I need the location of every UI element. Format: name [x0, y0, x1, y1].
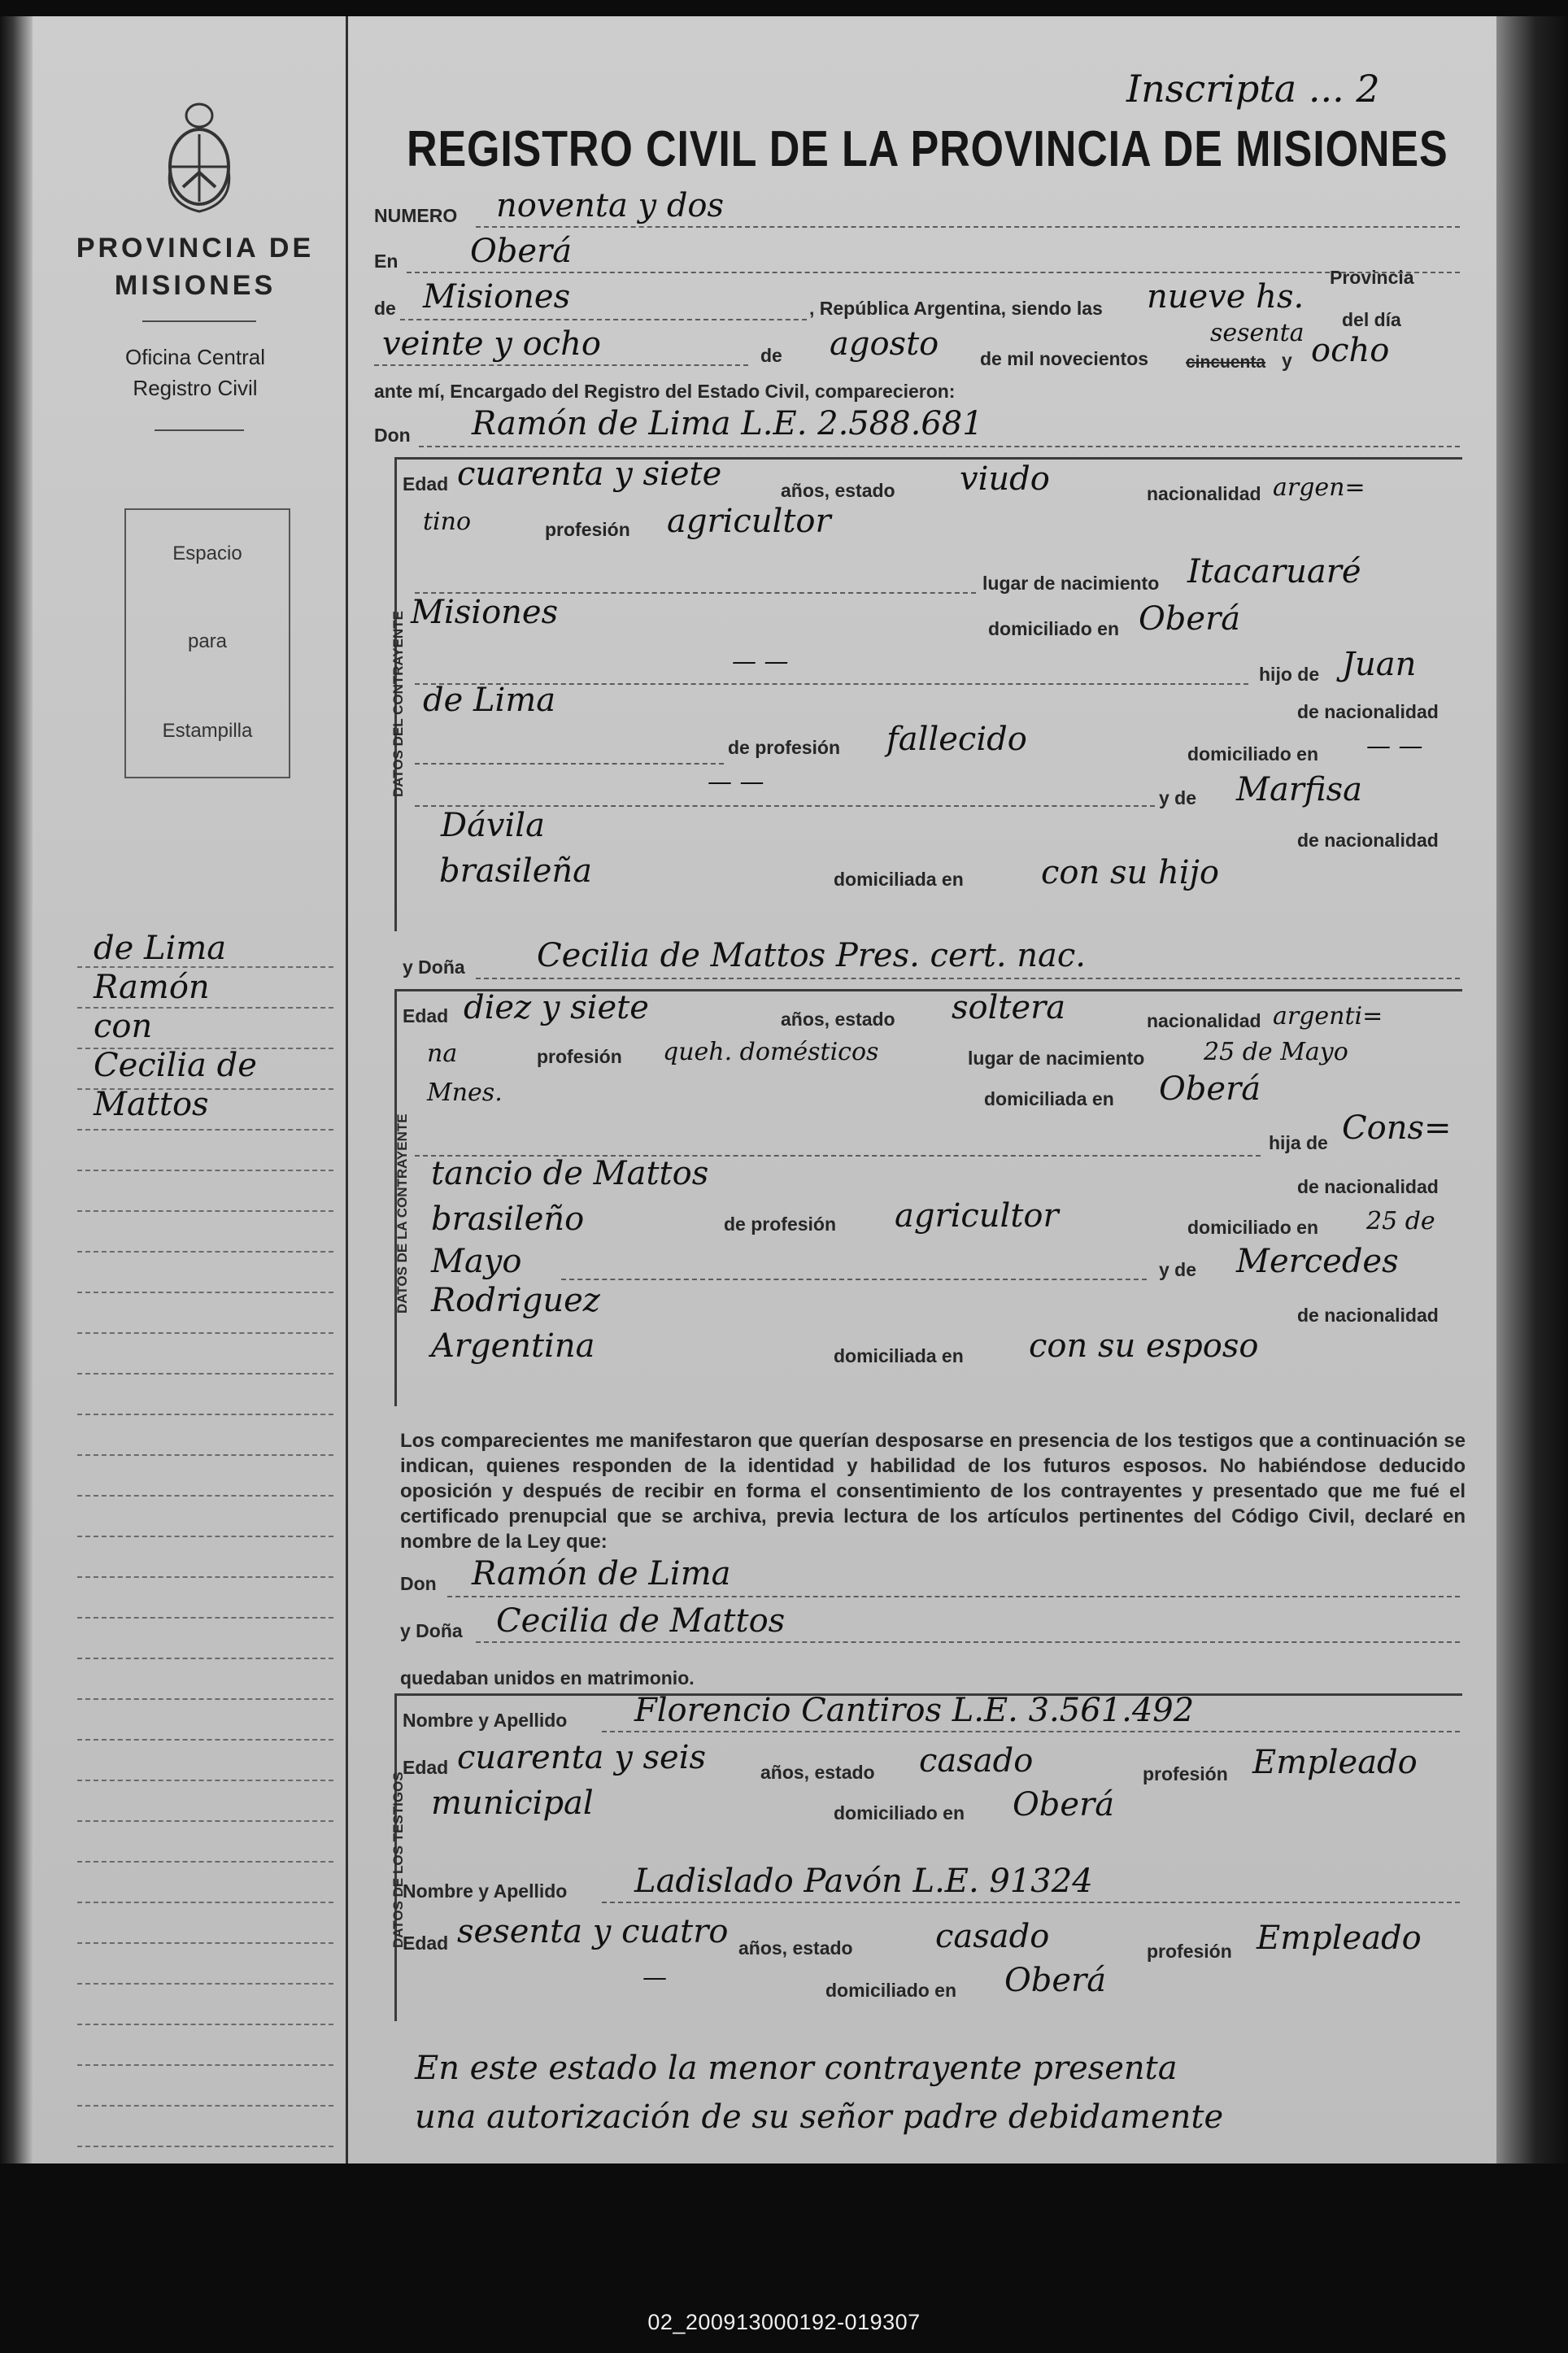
bride-father-address: 25 de — [1366, 1207, 1435, 1235]
de-nacionalidad-label: de nacionalidad — [1297, 830, 1439, 851]
field-line — [476, 978, 1460, 979]
domiciliada-label: domiciliada en — [984, 1088, 1114, 1109]
page-title: REGISTRO CIVIL DE LA PROVINCIA DE MISIONES — [407, 121, 1448, 177]
de-nacionalidad-label: de nacionalidad — [1297, 1176, 1439, 1197]
anio-y: y — [1282, 350, 1292, 371]
bride-nationality-cont: na — [427, 1039, 458, 1068]
y-dona-label: y Doña — [403, 956, 465, 978]
office-heading — [65, 342, 325, 403]
witness2-status: casado — [935, 1918, 1050, 1955]
witness1-age: cuarenta y seis — [457, 1739, 707, 1776]
groom-name: Ramón de Lima L.E. 2.588.681 — [472, 405, 983, 442]
groom-birthplace-cont: Misiones — [411, 594, 559, 631]
bride-birthplace-cont: Mnes. — [427, 1078, 503, 1107]
anio-inserted: sesenta — [1210, 319, 1304, 347]
bride-mother: Mercedes — [1236, 1243, 1399, 1280]
anios-label: años, estado — [760, 1762, 875, 1783]
witness1-name: Florencio Cantiros L.E. 3.561.492 — [634, 1692, 1195, 1729]
groom-mother-nationality: brasileña — [439, 852, 592, 890]
groom-status: viudo — [960, 460, 1050, 498]
field-line — [476, 1641, 1460, 1643]
domiciliado-label: domiciliado en — [825, 1980, 957, 2001]
domiciliado-label: domiciliado en — [1187, 1217, 1319, 1238]
office-line-1: Oficina Central — [125, 345, 265, 369]
field-line — [561, 1279, 1147, 1280]
bride-father: Cons= — [1342, 1109, 1452, 1147]
act-day: veinte y ocho — [382, 325, 601, 363]
bride-father-profession: agricultor — [895, 1197, 1059, 1235]
domiciliada-label: domiciliada en — [834, 1345, 964, 1366]
edad-label: Edad — [403, 473, 449, 495]
office-line-2: Registro Civil — [133, 376, 258, 400]
domiciliado-label: domiciliado en — [988, 618, 1120, 639]
profesion-label: profesión — [537, 1046, 622, 1067]
nombre-apellido-label: Nombre y Apellido — [403, 1880, 568, 1902]
field-line — [415, 763, 724, 765]
field-line — [602, 1731, 1460, 1732]
margin-note-line: Mattos — [94, 1086, 209, 1123]
bride-profession: queh. domésticos — [663, 1038, 879, 1066]
bride-father-nationality: brasileño — [431, 1200, 585, 1238]
field-line — [419, 446, 1460, 447]
note-line-2: una autorización de su señor padre debidamente — [415, 2098, 1224, 2136]
ante-label: ante mí, Encargado del Registro del Estado Civil, comparecieron: — [374, 381, 956, 402]
inscription-annotation: Inscripta ... 2 — [1126, 67, 1380, 111]
edad-label: Edad — [403, 1757, 449, 1778]
bride-name: Cecilia de Mattos Pres. cert. nac. — [537, 937, 1086, 974]
field-line — [400, 319, 807, 320]
don-label: Don — [374, 425, 411, 446]
act-month: agosto — [830, 325, 939, 363]
witness1-status: casado — [919, 1742, 1034, 1780]
closing-text: quedaban unidos en matrimonio. — [400, 1667, 695, 1688]
witness2-address: Oberá — [1004, 1962, 1107, 1999]
groom-section-label: DATOS DEL CONTRAYENTE — [390, 611, 406, 797]
bride-nationality: argenti= — [1273, 1002, 1383, 1031]
de-nacionalidad-label: de nacionalidad — [1297, 1305, 1439, 1326]
bride-father-address-cont: Mayo — [431, 1243, 522, 1280]
margin-note-line: de Lima — [94, 930, 227, 967]
republica-label: , República Argentina, siendo las — [809, 298, 1103, 319]
register-page — [33, 16, 1496, 2163]
stamp-label: Estampilla — [162, 720, 253, 742]
witness1-profession-cont: municipal — [431, 1784, 594, 1822]
field-line — [447, 1596, 1460, 1597]
groom-father-profession: fallecido — [886, 721, 1027, 758]
act-city: Oberá — [470, 233, 573, 270]
province-line-1: PROVINCIA DE — [76, 233, 315, 264]
blank-dash: — — [642, 1963, 667, 1992]
witness1-address: Oberá — [1013, 1786, 1115, 1824]
groom-mother: Marfisa — [1236, 771, 1362, 808]
bride-birthplace: 25 de Mayo — [1204, 1038, 1348, 1066]
lugar-label: lugar de nacimiento — [982, 573, 1160, 594]
blank-dashes: — — — [708, 768, 764, 796]
groom-mother-cont: Dávila — [441, 807, 545, 844]
de-label: de — [374, 298, 396, 319]
blank-dashes: — — — [732, 647, 789, 676]
provincia-label: Provincia — [1330, 267, 1414, 288]
note-line-1: En este estado la menor contrayente presenta — [415, 2050, 1178, 2087]
province-line-2: MISIONES — [114, 270, 277, 301]
en-label: En — [374, 251, 399, 272]
groom-birthplace: Itacaruaré — [1187, 553, 1361, 590]
province-heading — [65, 229, 325, 304]
witness2-age: sesenta y cuatro — [457, 1913, 729, 1950]
act-hour: nueve hs. — [1147, 278, 1304, 316]
de-label: de — [760, 345, 782, 366]
domiciliado-label: domiciliado en — [834, 1802, 965, 1824]
margin-note-line: con — [94, 1008, 153, 1045]
witnesses-section-label: DATOS DE LOS TESTIGOS — [390, 1771, 406, 1948]
stamp-space — [124, 508, 290, 778]
nacionalidad-label: nacionalidad — [1147, 483, 1261, 504]
profesion-label: profesión — [545, 519, 630, 540]
del-dia-label: del día — [1342, 309, 1401, 330]
bride-section-label: DATOS DE LA CONTRAYENTE — [394, 1113, 410, 1314]
groom-father-cont: de Lima — [423, 682, 556, 719]
anios-label: años, estado — [738, 1937, 853, 1959]
book-spine-shadow — [0, 16, 33, 2163]
margin-note-line: Cecilia de — [94, 1047, 257, 1084]
bride-mother-address: con su esposo — [1029, 1327, 1259, 1365]
declared-groom: Ramón de Lima — [472, 1555, 731, 1593]
domiciliado-label: domiciliado en — [1187, 743, 1319, 765]
y-dona-label: y Doña — [400, 1620, 463, 1641]
field-line — [476, 226, 1460, 228]
margin-note-line: Ramón — [94, 969, 210, 1006]
witness2-name: Ladislado Pavón L.E. 91324 — [634, 1863, 1093, 1900]
domiciliada-label: domiciliada en — [834, 869, 964, 890]
nacionalidad-label: nacionalidad — [1147, 1010, 1261, 1031]
field-line — [407, 272, 1460, 273]
divider — [142, 320, 256, 322]
declared-bride: Cecilia de Mattos — [496, 1602, 786, 1640]
profesion-label: profesión — [1143, 1763, 1228, 1784]
hija-label: hija de — [1269, 1132, 1328, 1153]
act-province: Misiones — [423, 278, 571, 316]
anio-label: de mil novecientos — [980, 348, 1149, 369]
act-number: noventa y dos — [496, 187, 725, 224]
anio-struck: cincuenta — [1186, 353, 1266, 372]
witness2-profession: Empleado — [1257, 1919, 1422, 1957]
don-label: Don — [400, 1573, 437, 1594]
de-profesion-label: de profesión — [724, 1214, 837, 1235]
de-nacionalidad-label: de nacionalidad — [1297, 701, 1439, 722]
edad-label: Edad — [403, 1005, 449, 1026]
y-de-label: y de — [1159, 1259, 1197, 1280]
book-edge — [1488, 16, 1568, 2163]
bride-father-cont: tancio de Mattos — [431, 1155, 709, 1192]
bride-address: Oberá — [1159, 1070, 1261, 1108]
numero-label: NUMERO — [374, 205, 458, 226]
groom-father-address: — — — [1366, 732, 1423, 760]
field-line — [374, 364, 748, 366]
groom-nationality-cont: tino — [423, 508, 472, 536]
nombre-apellido-label: Nombre y Apellido — [403, 1710, 568, 1731]
bride-mother-cont: Rodriguez — [431, 1282, 600, 1319]
divider — [155, 429, 244, 431]
y-de-label: y de — [1159, 787, 1197, 808]
anios-label: años, estado — [781, 1009, 895, 1030]
groom-father: Juan — [1342, 646, 1417, 683]
de-profesion-label: de profesión — [728, 737, 841, 758]
profesion-label: profesión — [1147, 1941, 1232, 1962]
anios-label: años, estado — [781, 480, 895, 501]
margin-annotation — [94, 929, 257, 1124]
witness1-profession: Empleado — [1252, 1744, 1418, 1781]
groom-mother-address: con su hijo — [1041, 854, 1220, 891]
lugar-label: lugar de nacimiento — [968, 1048, 1145, 1069]
bride-mother-nationality: Argentina — [431, 1327, 595, 1365]
bride-age: diez y siete — [464, 989, 649, 1026]
declaration-text: Los comparecientes me manifestaron que querían desposarse en presencia de los testigos que a continuación se indican, quienes responden de la identidad y habilidad de los futuros esposos. No habiéndose deducido oposición y después de recibir en forma el consentimiento de los contrayentes y presentado que me fué el certificado prenupcial que se archiva, previa lectura de los artículos pertinentes del Código Civil, declaré en nombre de la Ley que: — [400, 1430, 1466, 1553]
groom-profession: agricultor — [667, 503, 831, 540]
bride-status: soltera — [952, 989, 1066, 1026]
groom-nationality: argen= — [1273, 473, 1365, 502]
field-line — [602, 1902, 1460, 1903]
hijo-label: hijo de — [1259, 664, 1320, 685]
margin-rule — [346, 16, 348, 2163]
stamp-label: Espacio — [172, 542, 242, 564]
groom-address: Oberá — [1139, 600, 1241, 638]
provincial-crest-icon — [159, 98, 240, 220]
anio-units: ocho — [1311, 332, 1390, 369]
stamp-label: para — [187, 630, 228, 652]
edad-label: Edad — [403, 1933, 449, 1954]
image-filename: 02_200913000192-019307 — [647, 2310, 921, 2334]
groom-age: cuarenta y siete — [457, 455, 722, 493]
